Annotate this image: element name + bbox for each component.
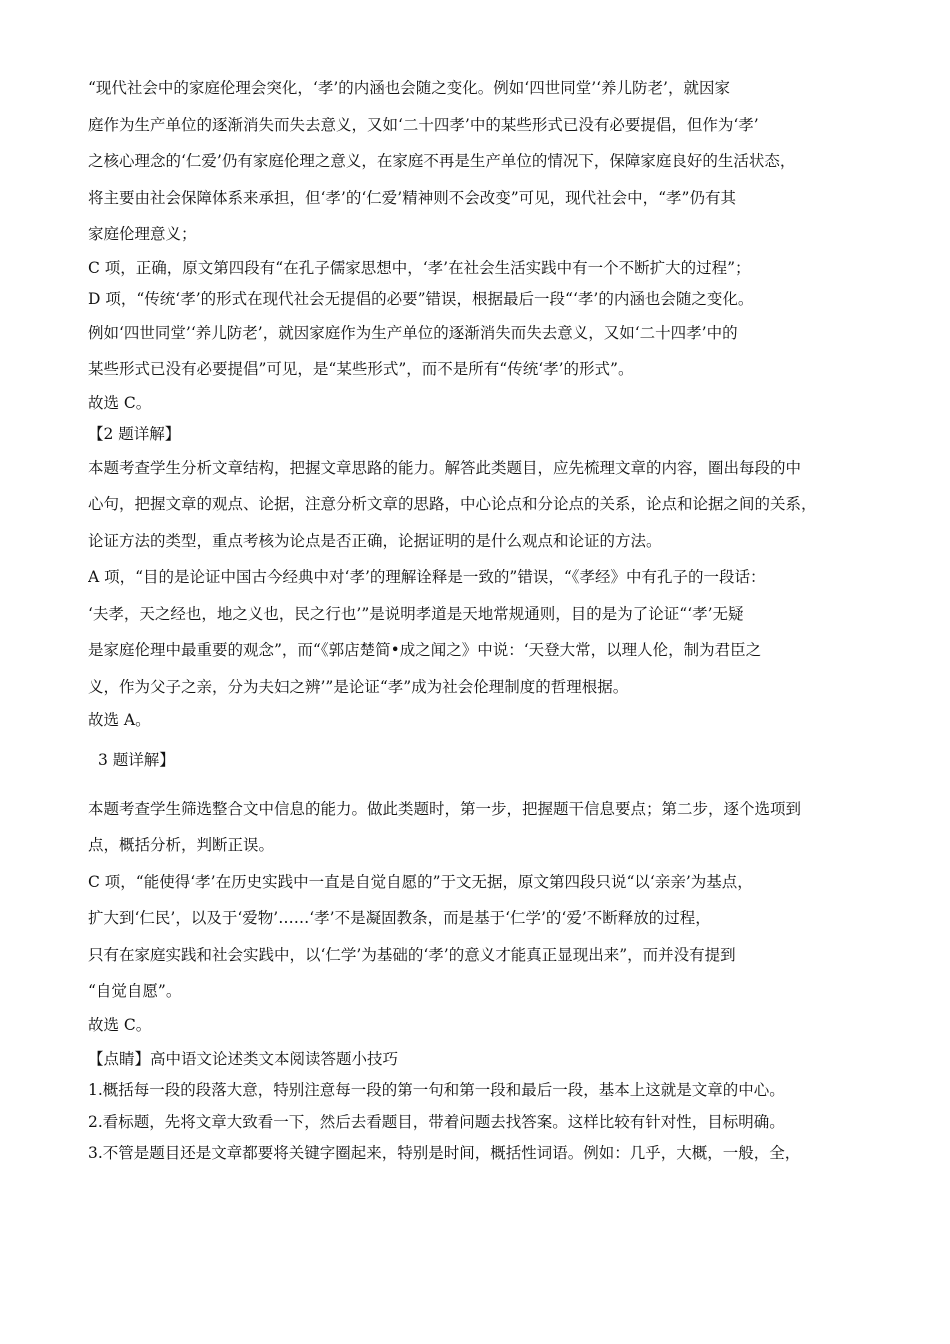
text-line: 心句，把握文章的观点、论据，注意分析文章的思路，中心论点和分论点的关系，论点和论据之间的关系， xyxy=(88,495,817,513)
text-line: 故选 C。 xyxy=(88,393,152,412)
text-line: D 项，“传统‘孝’的形式在现代社会无提倡的必要”错误，根据最后一段“‘孝’的内涵也会随之变化。 xyxy=(88,289,754,308)
section-heading: 【2 题详解】 xyxy=(88,424,181,443)
tip-item: 2.看标题，先将文章大致看一下，然后去看题目，带着问题去找答案。这样比较有针对性，目标明确。 xyxy=(88,1112,785,1131)
text-line: 本题考查学生分析文章结构，把握文章思路的能力。解答此类题目，应先梳理文章的内容，圈出每段的中 xyxy=(88,458,802,477)
tips-heading: 【点睛】高中语文论述类文本阅读答题小技巧 xyxy=(88,1049,399,1068)
tip-item: 1.概括每一段的段落大意，特别注意每一段的第一句和第一段和最后一段，基本上这就是文章的中心。 xyxy=(88,1081,785,1099)
text-line: 故选 C。 xyxy=(88,1015,152,1034)
text-line: A 项，“目的是论证中国古今经典中对‘孝’的理解诠释是一致的”错误，“《孝经》中有孔子的一段话： xyxy=(88,568,766,586)
text-line: “自觉自愿”。 xyxy=(88,982,182,1000)
text-line: 本题考查学生筛选整合文中信息的能力。做此类题时，第一步，把握题干信息要点；第二步，逐个选项到 xyxy=(88,799,802,818)
text-line: 只有在家庭实践和社会实践中，以‘仁学’为基础的‘孝’的意义才能真正显现出来”，而并没有提到 xyxy=(88,945,736,964)
text-line: 庭作为生产单位的逐渐消失而失去意义，又如‘二十四孝’中的某些形式已没有必要提倡，但作为‘孝’ xyxy=(88,115,759,134)
text-line: 论证方法的类型，重点考核为论点是否正确，论据证明的是什么观点和论证的方法。 xyxy=(88,531,662,550)
text-line: C 项，正确，原文第四段有“在孔子儒家思想中，‘孝’在社会生活实践中有一个不断扩大的过程”； xyxy=(88,258,751,277)
text-line: 将主要由社会保障体系来承担，但‘孝’的‘仁爱’精神则不会改变”可见，现代社会中，“孝”仍有其 xyxy=(88,188,736,207)
text-line: “现代社会中的家庭伦理会突化，‘孝’的内涵也会随之变化。例如‘四世同堂’‘养儿防老’，就因家 xyxy=(88,79,730,97)
text-line: ‘夫孝，天之经也，地之义也，民之行也’”是说明孝道是天地常规通则，目的是为了论证“‘孝’无疑 xyxy=(88,604,744,623)
document-body xyxy=(88,70,878,1170)
section-heading: 3 题详解】 xyxy=(98,751,175,769)
text-line: 点，概括分析，判断正误。 xyxy=(88,836,275,854)
text-line: C 项，“能使得‘孝’在历史实践中一直是自觉自愿的”于文无据，原文第四段只说“以‘亲亲’为基点， xyxy=(88,872,753,891)
text-line: 扩大到‘仁民’，以及于‘爱物’……‘孝’不是凝固教条，而是基于‘仁学’的‘爱’不断释放的过程， xyxy=(88,909,711,927)
text-line: 家庭伦理意义； xyxy=(88,225,197,243)
tip-item: 3.不管是题目还是文章都要将关键字圈起来，特别是时间，概括性词语。例如：几乎，大概，一般，全， xyxy=(88,1144,801,1162)
text-line: 义，作为父子之亲，分为夫妇之辨’”是论证“孝”成为社会伦理制度的哲理根据。 xyxy=(88,677,629,696)
text-line: 某些形式已没有必要提倡”可见，是“某些形式”，而不是所有“传统‘孝’的形式”。 xyxy=(88,360,634,378)
text-line: 是家庭伦理中最重要的观念”，而“《郭店楚简•成之闻之》中说：‘天登大常，以理人伦，制为君臣之 xyxy=(88,641,762,659)
text-line: 例如‘四世同堂’‘养儿防老’，就因家庭作为生产单位的逐渐消失而失去意义，又如‘二十四孝’中的 xyxy=(88,323,738,342)
text-line: 之核心理念的‘仁爱’仍有家庭伦理之意义，在家庭不再是生产单位的情况下，保障家庭良好的生活状态， xyxy=(88,152,796,170)
text-line: 故选 A。 xyxy=(88,711,151,729)
